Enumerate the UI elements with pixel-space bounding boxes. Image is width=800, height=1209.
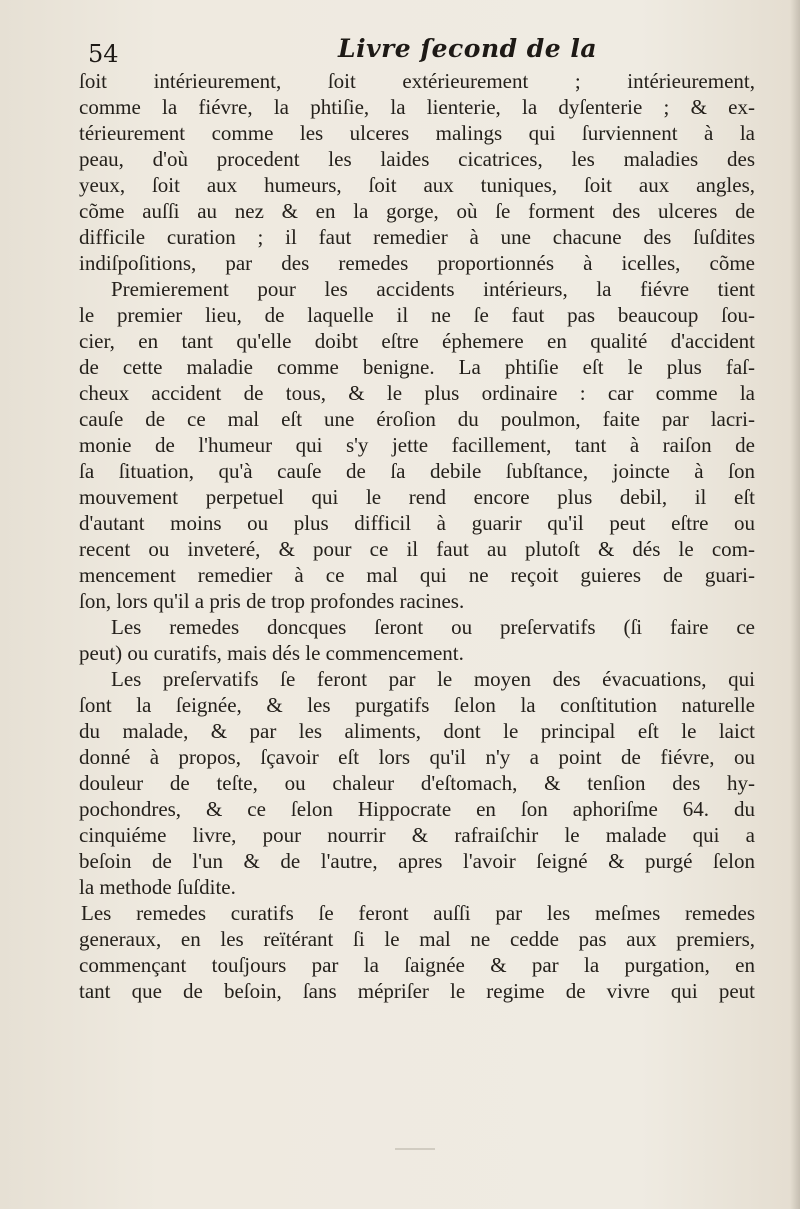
text-line: le premier lieu, de laquelle il ne ſe faut pas beaucoup ſou- [79,303,755,327]
text-line: donné à propos, ſçavoir eſt lors qu'il n'y a point de fiévre, ou [79,745,755,769]
text-line: peau, d'où procedent les laides cicatrices, les maladies des [79,147,755,171]
text-line: peut) ou curatifs, mais dés le commencement. [79,641,464,665]
text-line: Les remedes doncques ſeront ou preſervatifs (ſi faire ce [111,615,755,639]
text-line: du malade, & par les aliments, dont le principal eſt le laict [79,719,755,743]
text-line: yeux, ſoit aux humeurs, ſoit aux tuniques, ſoit aux angles, [79,173,755,197]
text-line: recent ou inveteré, & pour ce il faut au plutoſt & dés le com- [79,537,755,561]
text-line: pochondres, & ce ſelon Hippocrate en ſon aphoriſme 64. du [79,797,755,821]
text-line: monie de l'humeur qui s'y jette facillement, tant à raiſon de [79,433,755,457]
page-header [88,34,738,66]
text-line: Premierement pour les accidents intérieurs, la fiévre tient [111,277,755,301]
text-line: cier, en tant qu'elle doibt eſtre éphemere en qualité d'accident [79,329,755,353]
text-line: comme la fiévre, la phtiſie, la lienterie, la dyſenterie ; & ex- [79,95,755,119]
page-number: 54 [88,40,119,68]
text-line: mouvement perpetuel qui le rend encore plus debil, il eſt [79,485,755,509]
text-line: difficile curation ; il faut remedier à une chacune des ſuſdites [79,225,755,249]
text-line: térieurement comme les ulceres malings qui ſurviennent à la [79,121,755,145]
text-line: ſoit intérieurement, ſoit extérieurement ; intérieurement, [79,69,755,93]
text-line: cõme auſſi au nez & en la gorge, où ſe forment des ulceres de [79,199,755,223]
text-line: generaux, en les reïtérant ſi le mal ne cedde pas aux premiers, [79,927,755,951]
text-line: tant que de beſoin, ſans mépriſer le regime de vivre qui peut [79,979,755,1003]
text-line: mencement remedier à ce mal qui ne reçoit guieres de guari- [79,563,755,587]
text-line: cauſe de ce mal eſt une éroſion du poulmon, faite par lacri- [79,407,755,431]
text-line: Les preſervatifs ſe feront par le moyen des évacuations, qui [111,667,755,691]
text-line: douleur de teſte, ou chaleur d'eſtomach, & tenſion des hy- [79,771,755,795]
text-line: ſont la ſeignée, & les purgatifs ſelon la conſtitution naturelle [79,693,755,717]
text-line: Les remedes curatifs ſe feront auſſi par les meſmes remedes [81,901,755,925]
text-line: la methode ſuſdite. [79,875,236,899]
text-line: ſa ſituation, qu'à cauſe de ſa debile ſubſtance, joincte à ſon [79,459,755,483]
page-edge-shadow [790,0,800,1209]
page-smudge [395,1148,435,1150]
text-line: d'autant moins ou plus difficil à guarir qu'il peut eſtre ou [79,511,755,535]
text-line: beſoin de l'un & de l'autre, apres l'avoir ſeigné & purgé ſelon [79,849,755,873]
text-line: cheux accident de tous, & le plus ordinaire : car comme la [79,381,755,405]
running-title: Livre ſecond de la [338,34,598,63]
text-line: de cette maladie comme benigne. La phtiſie eſt le plus faſ- [79,355,755,379]
text-line: ſon, lors qu'il a pris de trop profondes racines. [79,589,465,613]
text-line: cinquiéme livre, pour nourrir & rafraiſchir le malade qui a [79,823,755,847]
text-line: commençant touſjours par la ſaignée & par la purgation, en [79,953,755,977]
body-text [79,68,755,1004]
text-line: indiſpoſitions, par des remedes proportionnés à icelles, cõme [79,251,755,275]
